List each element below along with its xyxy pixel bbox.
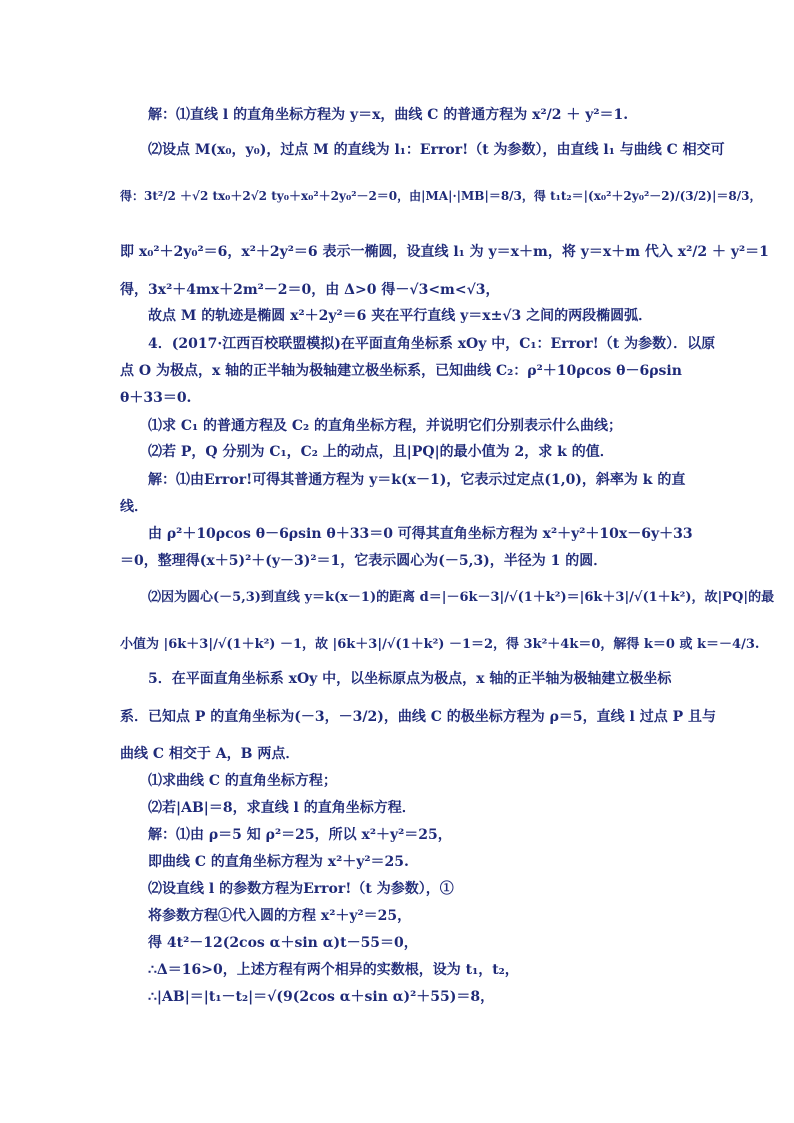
text-line: 系．已知点 P 的直角坐标为(－3，－3/2)，曲线 C 的极坐标方程为 ρ＝5，直线 l 过点 P 且与 — [120, 709, 717, 725]
text-line: 曲线 C 相交于 A，B 两点． — [120, 746, 300, 762]
text-line: 由 ρ²＋10ρcos θ－6ρsin θ＋33＝0 可得其直角坐标方程为 x²＋y²＋10x－6y＋33 — [148, 526, 693, 542]
text-line: 解：⑴由Error!可得其普通方程为 y＝k(x－1)，它表示过定点(1,0)，斜率为 k 的直 — [148, 472, 686, 488]
text-line: ⑵因为圆心(－5,3)到直线 y＝k(x－1)的距离 d＝|－6k－3|/√(1＋k²)＝|6k＋3|/√(1＋k²)，故|PQ|的最 — [148, 590, 775, 605]
text-line: 4．(2017·江西百校联盟模拟)在平面直角坐标系 xOy 中，C₁：Error!（t 为参数）．以原 — [148, 336, 716, 352]
text-line: ⑴求曲线 C 的直角坐标方程； — [148, 773, 337, 789]
text-line: ⑵若|AB|＝8，求直线 l 的直角坐标方程． — [148, 800, 416, 816]
text-line: ∴|AB|＝|t₁－t₂|＝√(9(2cos α＋sin α)²＋55)＝8， — [148, 989, 495, 1005]
text-line: 得，3x²＋4mx＋2m²－2＝0，由 Δ>0 得－√3<m<√3， — [120, 282, 500, 298]
text-line: 解：⑴直线 l 的直角坐标方程为 y＝x，曲线 C 的普通方程为 x²/2 ＋ y²＝1. — [148, 107, 629, 123]
text-line: 将参数方程①代入圆的方程 x²＋y²＝25， — [148, 908, 412, 924]
text-line: 即曲线 C 的直角坐标方程为 x²＋y²＝25. — [148, 854, 409, 870]
text-line: 故点 M 的轨迹是椭圆 x²＋2y²＝6 夹在平行直线 y＝x±√3 之间的两段椭圆弧． — [148, 308, 653, 324]
text-line: 得：3t²/2 ＋√2 tx₀＋2√2 ty₀＋x₀²＋2y₀²－2＝0，由|MA|·|MB|＝8/3，得 t₁t₂＝|(x₀²＋2y₀²－2)/(3/2)|＝8/3， — [120, 189, 762, 203]
text-line: θ＋33＝0. — [120, 390, 192, 406]
text-line: 点 O 为极点，x 轴的正半轴为极轴建立极坐标系，已知曲线 C₂：ρ²＋10ρcos θ－6ρsin — [120, 363, 682, 379]
text-line: 小值为 |6k＋3|/√(1＋k²) －1，故 |6k＋3|/√(1＋k²) －1＝2，得 3k²＋4k＝0，解得 k＝0 或 k＝－4/3. — [120, 637, 760, 652]
text-line: ⑵设点 M(x₀，y₀)，过点 M 的直线为 l₁：Error!（t 为参数），由直线 l₁ 与曲线 C 相交可 — [148, 142, 725, 158]
text-line: 即 x₀²＋2y₀²＝6，x²＋2y²＝6 表示一椭圆，设直线 l₁ 为 y＝x＋m，将 y＝x＋m 代入 x²/2 ＋ y²＝1 — [120, 244, 769, 260]
text-line: ⑵若 P，Q 分别为 C₁，C₂ 上的动点，且|PQ|的最小值为 2，求 k 的值． — [148, 444, 614, 460]
text-line: ⑵设直线 l 的参数方程为Error!（t 为参数），① — [148, 881, 454, 897]
text-line: 5．在平面直角坐标系 xOy 中，以坐标原点为极点，x 轴的正半轴为极轴建立极坐标 — [148, 671, 672, 687]
text-line: 线． — [120, 499, 148, 515]
text-line: 得 4t²－12(2cos α＋sin α)t－55＝0， — [148, 935, 418, 951]
text-line: 解：⑴由 ρ＝5 知 ρ²＝25，所以 x²＋y²＝25， — [148, 827, 452, 843]
text-line: ＝0，整理得(x＋5)²＋(y－3)²＝1，它表示圆心为(－5,3)，半径为 1 的圆． — [120, 553, 608, 569]
text-line: ∴Δ＝16>0，上述方程有两个相异的实数根，设为 t₁，t₂， — [148, 962, 519, 978]
text-line: ⑴求 C₁ 的普通方程及 C₂ 的直角坐标方程，并说明它们分别表示什么曲线； — [148, 418, 623, 434]
